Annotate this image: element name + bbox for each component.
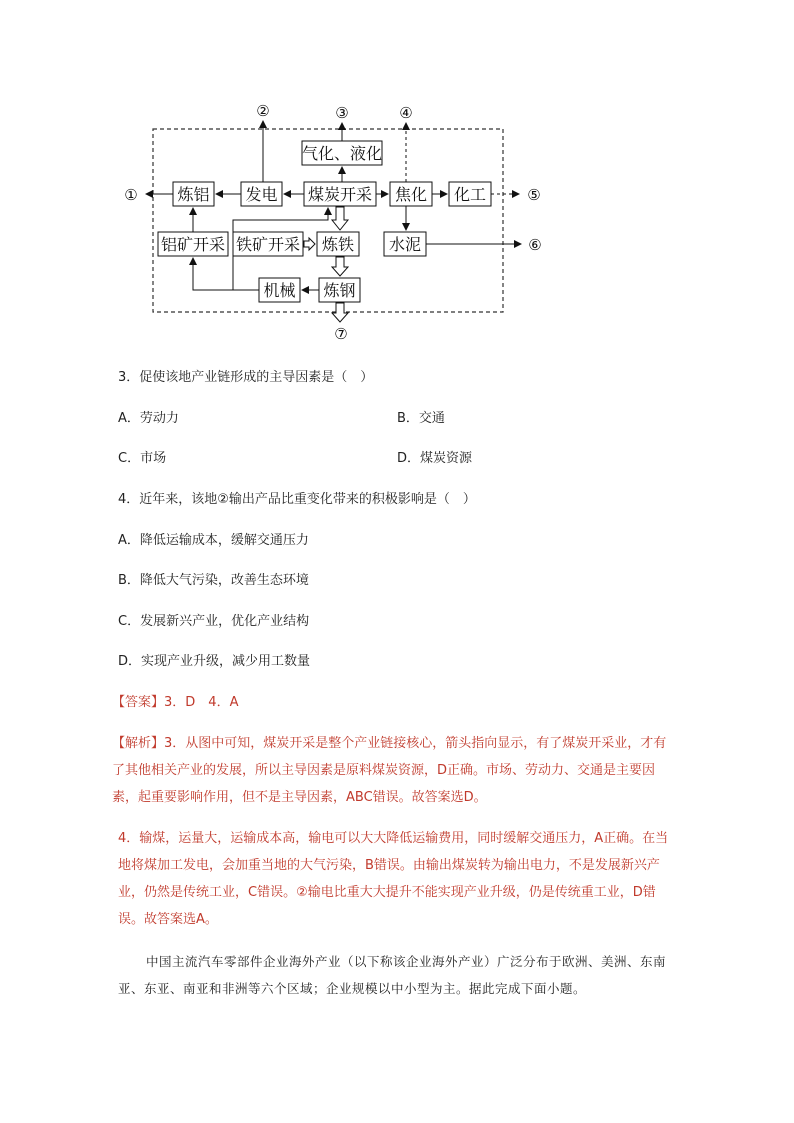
- question-3-option-a: A．劳动力: [118, 411, 179, 426]
- output-4: ④: [399, 104, 413, 122]
- answer-label: 【答案】: [112, 695, 165, 710]
- output-3: ③: [335, 104, 349, 122]
- output-5: ⑤: [527, 186, 541, 204]
- node-bauxite-mining-box: [158, 232, 228, 256]
- node-gasify: 气化、液化: [301, 144, 383, 163]
- output-1: ①: [124, 186, 138, 204]
- node-iron-smelt-box: [317, 232, 359, 256]
- node-coking: 焦化: [394, 185, 428, 204]
- question-4-option-d: D．实现产业升级，减少用工数量: [118, 654, 311, 669]
- question-4-option-a: A．降低运输成本，缓解交通压力: [118, 533, 309, 548]
- explanation-paragraph-1: [112, 730, 678, 811]
- node-coal-mining: 煤炭开采: [307, 185, 373, 204]
- industry-chain-diagram: [0, 0, 794, 350]
- question-4-stem: 4．近年来，该地②输出产品比重变化带来的积极影响是（ ）: [118, 492, 476, 507]
- node-machinery-box: [259, 278, 300, 302]
- node-cement-box: [384, 232, 426, 256]
- node-coking-box: [390, 182, 432, 206]
- node-power: 发电: [245, 185, 278, 204]
- output-2: ②: [256, 102, 270, 120]
- explanation-p1-text: 3．从图中可知，煤炭开采是整个产业链接核心，箭头指向显示，有了煤炭开采业，才有了其他相关产业的发展，所以主导因素是原料煤炭资源，D正确。市场、劳动力、交通是主要因素，起重要影响作用，但不是主导因素，ABC错误。故答案选D。: [112, 736, 667, 805]
- node-aluminum-smelt-box: [173, 182, 214, 206]
- node-bauxite-mining: 铝矿开采: [160, 235, 226, 254]
- node-cement: 水泥: [388, 235, 422, 254]
- node-steel: 炼钢: [323, 281, 356, 300]
- explanation-paragraph-2: 4．输煤，运量大，运输成本高，输电可以大大降低运输费用，同时缓解交通压力，A正确。在当地将煤加工发电，会加重当地的大气污染，B错误。由输出煤炭转为输出电力，不是发展新兴产业，仍然是传统工业，C错误。②输电比重大大提升不能实现产业升级，仍是传统重工业，D错误。故答案选A。: [118, 831, 669, 927]
- question-3-option-b: B．交通: [397, 411, 445, 426]
- passage-text: 中国主流汽车零部件企业海外产业（以下称该企业海外产业）广泛分布于欧洲、美洲、东南亚、东亚、南亚和非洲等六个区域；企业规模以中小型为主。据此完成下面小题。: [118, 954, 667, 996]
- question-4-option-b: B．降低大气污染，改善生态环境: [118, 573, 309, 588]
- node-chemical-box: [449, 182, 491, 206]
- node-chemical: 化工: [453, 185, 487, 204]
- node-iron-ore-mining-box: [233, 232, 303, 256]
- node-steel-box: [319, 278, 360, 302]
- hollow-arrows: [304, 207, 348, 322]
- question-3-option-d: D．煤炭资源: [397, 451, 473, 466]
- question-4-option-c: C．发展新兴产业，优化产业结构: [118, 614, 310, 629]
- node-power-box: [241, 182, 282, 206]
- explanation-label: 【解析】: [112, 736, 165, 751]
- node-machinery: 机械: [263, 281, 296, 300]
- question-3-option-c: C．市场: [118, 451, 167, 466]
- node-coal-mining-box: [304, 182, 376, 206]
- node-gasify-box: [302, 141, 382, 165]
- output-7: ⑦: [334, 325, 348, 343]
- answer-line: [112, 694, 238, 712]
- answer-text: 3．D 4．A: [164, 695, 239, 710]
- node-iron-ore-mining: 铁矿开采: [235, 235, 301, 254]
- output-6: ⑥: [528, 236, 542, 254]
- question-3-stem: 3．促使该地产业链形成的主导因素是（ ）: [118, 370, 374, 385]
- node-aluminum-smelt: 炼铝: [177, 185, 210, 204]
- node-iron-smelt: 炼铁: [321, 235, 355, 254]
